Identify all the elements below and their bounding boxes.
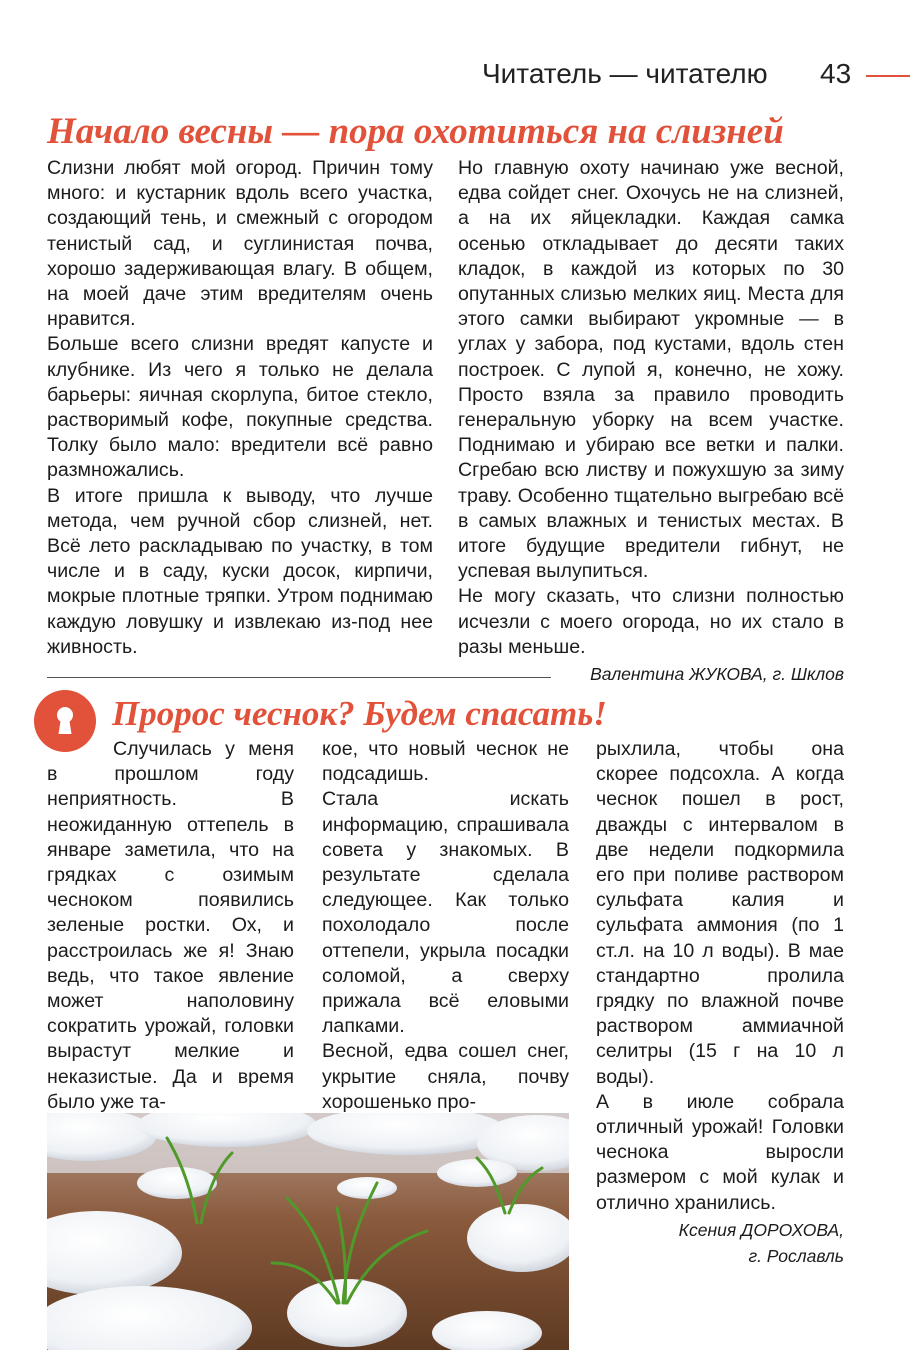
garlic-sprouts-photo <box>47 1113 569 1350</box>
page-number: 43 <box>820 58 852 89</box>
section-title: Читатель — читателю <box>482 58 768 89</box>
paragraph: кое, что новый чеснок не подсадишь. <box>322 738 569 786</box>
article2-signature <box>596 1217 844 1269</box>
paragraph: Стала искать информацию, спрашивала совета у знакомых. В результате сделала следующее. Как только похолодало после оттепели, укрыла посадки соломой, а сверху прижала всё еловыми лапками. <box>322 788 569 1038</box>
article1-title: Начало весны — пора охотиться на слизней <box>47 111 784 152</box>
article2-column-2 <box>322 737 569 1115</box>
article2-title: Пророс чеснок? Будем спасать! <box>112 694 607 733</box>
article2-column-1 <box>47 737 294 1115</box>
page-header <box>478 58 910 94</box>
signature-name: Ксения ДОРОХОВА, <box>678 1220 844 1240</box>
header-rule <box>866 75 910 77</box>
paragraph: Но главную охоту начинаю уже весной, едва сойдет снег. Охочусь не на слизней, а на их яйцекладки. Каждая самка осенью откладывает до десяти таких кладок, в каждой из которых по 30 опутанных слизью мелких яиц. Места для этого самки выбирают укромные — в углах у забора, под кустами, вдоль стен построек. С лупой я, конечно, не хожу. Просто взяла за правило проводить генеральную уборку на всем участке. Поднимаю и убираю все ветки и палки. Сгребаю всю листву и пожухшую за зиму траву. Особенно тщательно выгребаю всё в самых влажных и тенистых местах. В итоге будущие вредители гибнут, не успевая вылупиться. <box>458 157 844 583</box>
article1-column-2 <box>458 156 844 660</box>
paragraph: В итоге пришла к выводу, что лучше метода, чем ручной сбор слизней, нет. Всё лето раскладываю по участку, в том числе и в саду, куски досок, кирпичи, мокрые плотные тряпки. Утром поднимаю каждую ловушку и извлекаю из-под нее живность. <box>47 484 433 658</box>
article1-column-1 <box>47 156 433 660</box>
article1-signature: Валентина ЖУКОВА, г. Шклов <box>590 664 844 684</box>
paragraph: Весной, едва сошел снег, укрытие сняла, почву хорошенько про- <box>322 1040 569 1113</box>
signature-divider <box>47 677 551 678</box>
paragraph: Больше всего слизни вредят капусте и клубнике. Из чего я только не делала барьеры: яичная скорлупа, битое стекло, растворимый кофе, покупные средства. Толку было мало: вредители всё равно размножались. <box>47 333 433 482</box>
paragraph: Случилась у меня в прошлом году неприятность. В неожиданную оттепель в январе заметила, что на грядках с озимым чесноком появились зеленые ростки. Ох, и расстроилась же я! Знаю ведь, что такое явление может наполовину сократить урожай, головки вырастут мелкие и неказистые. Да и время было уже та- <box>47 738 294 1113</box>
paragraph: А в июле собрала отличный урожай! Головки чеснока выросли размером с мой кулак и отлично хранились. <box>596 1090 844 1214</box>
paragraph: Не могу сказать, что слизни полностью исчезли с моего огорода, но их стало в разы меньше. <box>458 585 844 658</box>
article2-column-3 <box>596 737 844 1216</box>
paragraph: рыхлила, чтобы она скорее подсохла. А когда чеснок пошел в рост, дважды с интервалом в две недели подкормила его при поливе раствором сульфата калия и сульфата аммония (по 1 ст.л. на 10 л воды). В мае стандартно пролила грядку по влажной почве раствором аммиачной селитры (15 г на 10 л воды). <box>596 738 844 1088</box>
signature-city: г. Рославль <box>748 1246 844 1266</box>
paragraph: Слизни любят мой огород. Причин тому много: и кустарник вдоль всего участка, создающий тень, и смежный с огородом тенистый сад, и суглинистая почва, хорошо задерживающая влагу. В общем, на моей даче этим вредителям очень нравится. <box>47 157 433 331</box>
